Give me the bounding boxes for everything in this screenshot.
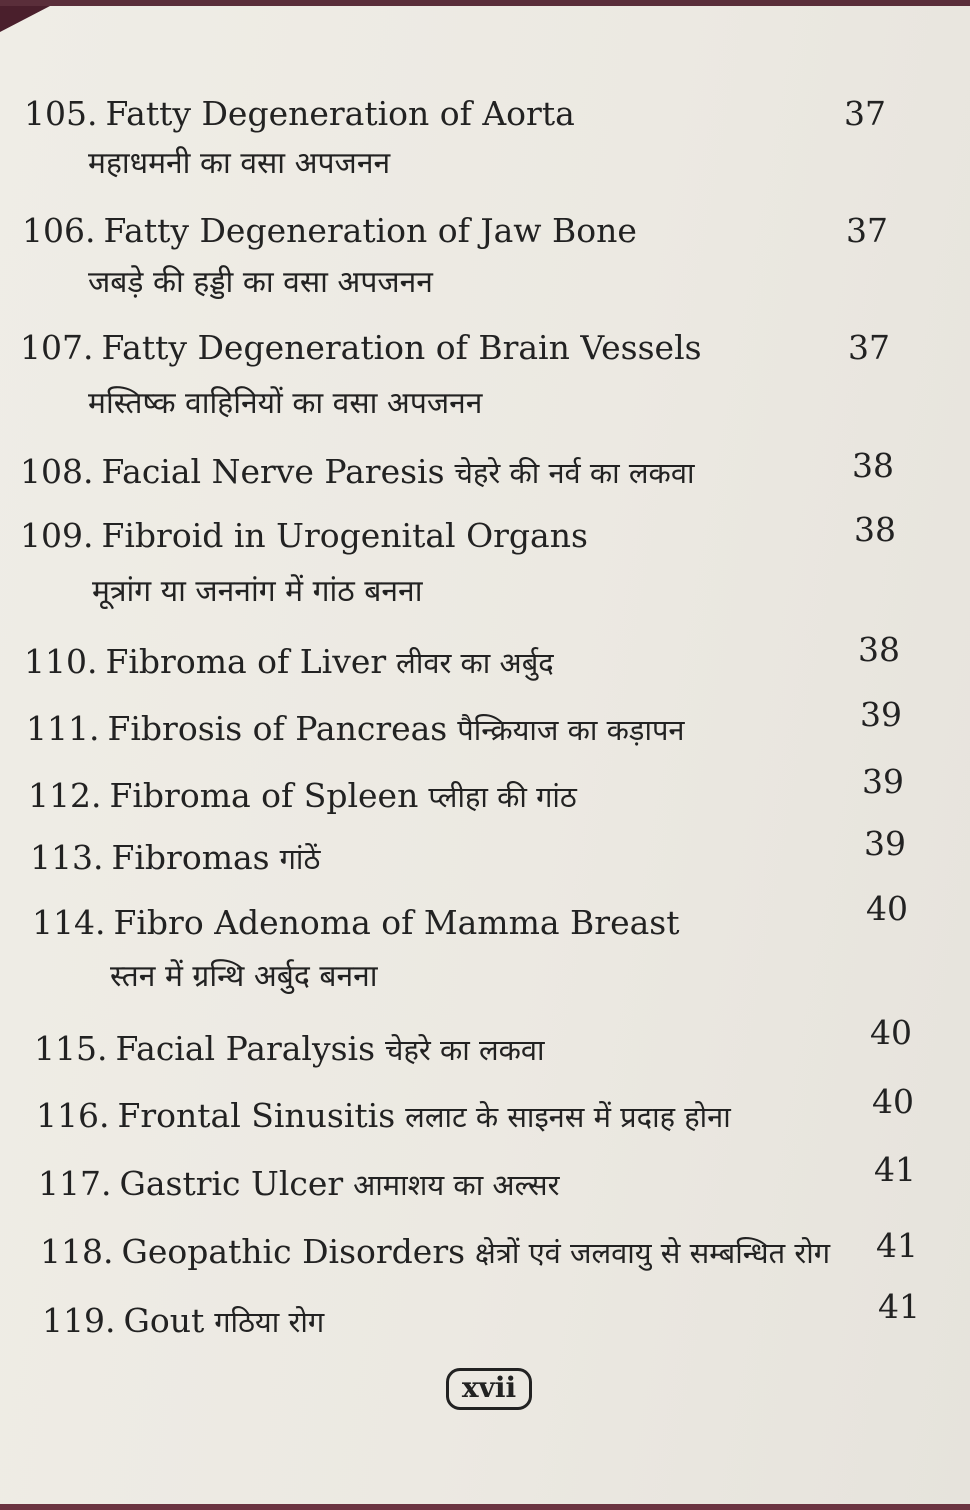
entry-page-number: 37	[846, 211, 888, 250]
entry-title-line	[40, 1232, 830, 1273]
entry-number: 112.	[28, 776, 102, 815]
entry-title-english: Gastric Ulcer	[119, 1164, 344, 1203]
entry-title-line	[20, 452, 694, 493]
entry-title-line	[30, 838, 320, 879]
entry-number: 108.	[20, 452, 94, 491]
page-corner-shadow	[0, 6, 50, 32]
entry-title-line	[24, 94, 585, 135]
entry-title-english: Fibro Adenoma of Mamma Breast	[113, 903, 680, 942]
entry-title-line	[24, 642, 554, 683]
entry-number: 115.	[34, 1029, 108, 1068]
entry-page-number: 39	[862, 762, 904, 801]
entry-number: 119.	[42, 1301, 116, 1340]
entry-number: 114.	[32, 903, 106, 942]
entry-title-hindi: चेहरे का लकवा	[385, 1033, 545, 1067]
entry-title-hindi: लीवर का अर्बुद	[396, 646, 554, 680]
entry-title-hindi: पैन्क्रियाज का कड़ापन	[457, 713, 685, 747]
entry-title-english: Geopathic Disorders	[121, 1232, 466, 1271]
entry-title-english: Fatty Degeneration of Jaw Bone	[103, 211, 637, 250]
entry-page-number: 41	[874, 1150, 916, 1189]
entry-number: 117.	[38, 1164, 112, 1203]
entry-number: 111.	[26, 709, 100, 748]
entry-title-english: Fibrosis of Pancreas	[107, 709, 448, 748]
entry-title-english: Fibromas	[111, 838, 270, 877]
entry-number: 113.	[30, 838, 104, 877]
entry-number: 110.	[24, 642, 98, 681]
entry-title-english: Fatty Degeneration of Brain Vessels	[101, 328, 702, 367]
entry-title-hindi: क्षेत्रों एवं जलवायु से सम्बन्धित रोग	[475, 1236, 831, 1270]
entry-number: 109.	[20, 516, 94, 555]
page-bottom-edge	[0, 1504, 970, 1510]
entry-title-hindi: चेहरे की नर्व का लकवा	[454, 456, 695, 490]
entry-title-line	[32, 903, 689, 944]
entry-subtitle-hindi: जबड़े की हड्डी का वसा अपजनन	[88, 265, 433, 300]
entry-page-number: 40	[870, 1013, 912, 1052]
entry-title-hindi: ललाट के साइनस में प्रदाह होना	[405, 1100, 731, 1134]
entry-title-line	[38, 1164, 559, 1205]
entry-page-number: 38	[858, 630, 900, 669]
entry-page-number: 39	[864, 824, 906, 863]
entry-title-line	[34, 1029, 545, 1070]
entry-page-number: 40	[866, 889, 908, 928]
entry-page-number: 38	[852, 446, 894, 485]
entry-title-line	[20, 328, 712, 369]
entry-number: 107.	[20, 328, 94, 367]
entry-number: 105.	[24, 94, 98, 133]
entry-title-english: Facial Nerve Paresis	[101, 452, 445, 491]
entry-title-hindi: गठिया रोग	[214, 1305, 325, 1339]
page-folio: xvii	[446, 1368, 532, 1410]
entry-number: 118.	[40, 1232, 114, 1271]
entry-page-number: 37	[848, 328, 890, 367]
entry-number: 116.	[36, 1096, 110, 1135]
entry-title-line	[42, 1301, 324, 1342]
entry-title-english: Fibroma of Spleen	[109, 776, 419, 815]
entry-page-number: 38	[854, 510, 896, 549]
entry-page-number: 41	[878, 1287, 920, 1326]
entry-title-line	[26, 709, 685, 750]
entry-title-line	[22, 211, 647, 252]
entry-page-number: 37	[844, 94, 886, 133]
entry-subtitle-hindi: स्तन में ग्रन्थि अर्बुद बनना	[110, 959, 378, 994]
entry-title-english: Frontal Sinusitis	[117, 1096, 396, 1135]
entry-title-english: Gout	[123, 1301, 205, 1340]
entry-title-hindi: प्लीहा की गांठ	[428, 780, 577, 814]
entry-title-line	[28, 776, 577, 817]
entry-title-english: Facial Paralysis	[115, 1029, 376, 1068]
entry-page-number: 40	[872, 1082, 914, 1121]
entry-title-line	[36, 1096, 731, 1137]
entry-title-english: Fibroid in Urogenital Organs	[101, 516, 588, 555]
entry-page-number: 41	[876, 1226, 918, 1265]
entry-title-hindi: आमाशय का अल्सर	[353, 1168, 560, 1202]
entry-subtitle-hindi: मूत्रांग या जननांग में गांठ बनना	[92, 574, 423, 609]
entry-subtitle-hindi: महाधमनी का वसा अपजनन	[88, 146, 391, 181]
entry-title-hindi: गांठें	[279, 842, 321, 876]
entry-title-english: Fibroma of Liver	[105, 642, 387, 681]
entry-subtitle-hindi: मस्तिष्क वाहिनियों का वसा अपजनन	[88, 386, 483, 421]
entry-number: 106.	[22, 211, 96, 250]
entry-title-english: Fatty Degeneration of Aorta	[105, 94, 575, 133]
entry-title-line	[20, 516, 598, 557]
entry-page-number: 39	[860, 695, 902, 734]
